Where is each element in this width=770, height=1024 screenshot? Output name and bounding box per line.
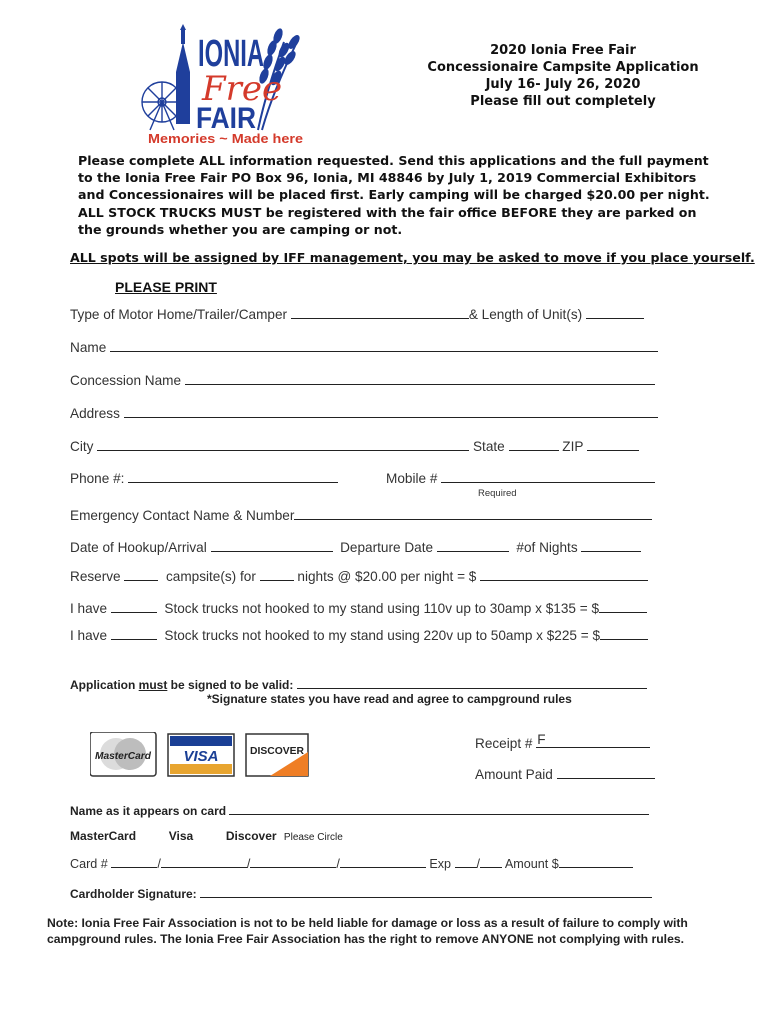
dates-row <box>70 540 641 555</box>
card-logos <box>90 732 310 778</box>
address-field[interactable] <box>124 406 658 418</box>
zip-field[interactable] <box>587 439 639 451</box>
receipt-value: F <box>537 732 546 747</box>
card-number-slash-1: / <box>157 857 161 871</box>
phone-row <box>70 471 338 486</box>
mobile-label: Mobile # <box>386 471 438 486</box>
zip-label: ZIP <box>562 439 584 454</box>
amount-paid-label: Amount Paid <box>475 767 553 782</box>
discover-label: DISCOVER <box>250 746 305 757</box>
name-field[interactable] <box>110 340 658 352</box>
exp-slash: / <box>476 857 481 871</box>
logo-line3: FAIR <box>196 102 257 135</box>
receipt-field[interactable] <box>536 734 650 748</box>
name-on-card-label: Name as it appears on card <box>70 804 227 818</box>
stock-220v-total-field[interactable] <box>600 628 648 640</box>
mobile-required-note: Required <box>478 488 517 499</box>
logo-graphic <box>138 22 308 147</box>
card-type-options <box>70 829 343 843</box>
phone-field[interactable] <box>128 471 338 483</box>
card-logos-graphic <box>90 732 310 778</box>
nights-field[interactable] <box>581 540 641 552</box>
card-number-part4[interactable] <box>340 856 426 868</box>
unit-type-row <box>70 307 644 322</box>
mobile-row <box>386 471 655 486</box>
concession-name-row <box>70 373 655 388</box>
reserve-row <box>70 569 648 584</box>
header-title: 2020 Ionia Free Fair <box>490 43 636 58</box>
city-field[interactable] <box>97 439 469 451</box>
reserve-total-field[interactable] <box>480 569 648 581</box>
state-field[interactable] <box>509 439 559 451</box>
hookup-field[interactable] <box>211 540 333 552</box>
unit-type-label: Type of Motor Home/Trailer/Camper <box>70 307 288 322</box>
logo-tagline: Memories ~ Made here <box>148 131 303 146</box>
exp-label: Exp <box>429 857 452 871</box>
stock-220v-count-field[interactable] <box>111 628 157 640</box>
address-label: Address <box>70 406 120 421</box>
departure-field[interactable] <box>437 540 509 552</box>
receipt-row <box>475 734 650 751</box>
stock-220v-row <box>70 628 648 643</box>
amount-paid-field[interactable] <box>557 767 655 779</box>
name-row <box>70 340 658 355</box>
stock-110v-total-field[interactable] <box>599 601 647 613</box>
logo-line2: Free <box>202 69 283 109</box>
state-label: State <box>472 439 505 454</box>
card-number-slash-2: / <box>246 857 251 871</box>
amount-paid-row <box>475 767 655 782</box>
cardholder-signature-field[interactable] <box>200 886 652 898</box>
cardholder-signature-row <box>70 886 652 901</box>
signature-label-post: be signed to be valid: <box>167 678 294 692</box>
signature-label-must: must <box>138 678 168 692</box>
city-row <box>70 439 639 454</box>
emergency-field[interactable] <box>294 508 652 520</box>
please-circle-note: Please Circle <box>283 832 343 843</box>
option-discover[interactable]: Discover <box>225 829 277 843</box>
cardholder-signature-label: Cardholder Signature: <box>70 887 197 901</box>
reserve-count-field[interactable] <box>124 569 158 581</box>
header-instruction: Please fill out completely <box>470 94 656 109</box>
name-on-card-field[interactable] <box>229 803 649 815</box>
city-label: City <box>70 439 94 454</box>
unit-length-label: & Length of Unit(s) <box>468 307 583 322</box>
stock-220v-label-b: Stock trucks not hooked to my stand using 220v up to 50amp x $225 = $ <box>164 628 601 643</box>
concession-name-field[interactable] <box>185 373 655 385</box>
option-visa[interactable]: Visa <box>168 829 194 843</box>
signature-field[interactable] <box>297 677 647 689</box>
reserve-nights-field[interactable] <box>260 569 294 581</box>
reserve-mid-label: campsite(s) for <box>165 569 256 584</box>
intro-paragraph: Please complete ALL information requested. Send this applications and the full payment to the Ionia Free Fair PO Box 96, Ionia, MI 48846 by July 1, 2019 Commercial Exhibitors and Concessionaires will be placed first. Early camping will be charged $20.00 per night. ALL STOCK TRUCKS MUST be registered with the fair office BEFORE they are parked on the grounds whether you are camping or not. <box>78 153 710 237</box>
exp-year-field[interactable] <box>480 856 502 868</box>
card-number-row <box>70 856 633 871</box>
card-number-part1[interactable] <box>111 856 157 868</box>
emergency-label: Emergency Contact Name & Number <box>70 508 295 523</box>
stock-220v-label-a: I have <box>70 628 108 643</box>
amount-label: Amount $ <box>504 857 559 871</box>
signature-note: *Signature states you have read and agree to campground rules <box>207 692 572 706</box>
ionia-free-fair-logo <box>138 22 308 147</box>
concession-name-label: Concession Name <box>70 373 182 388</box>
emergency-row <box>70 508 652 523</box>
phone-label: Phone #: <box>70 471 125 486</box>
hookup-label: Date of Hookup/Arrival <box>70 540 207 555</box>
mastercard-icon <box>90 732 156 776</box>
amount-field[interactable] <box>559 856 633 868</box>
stock-110v-label-a: I have <box>70 601 108 616</box>
departure-label: Departure Date <box>340 540 434 555</box>
mastercard-label: MasterCard <box>95 751 152 762</box>
unit-length-field[interactable] <box>586 307 644 319</box>
exp-month-field[interactable] <box>455 856 477 868</box>
name-label: Name <box>70 340 107 355</box>
discover-icon <box>246 734 308 776</box>
header-dates: July 16- July 26, 2020 <box>485 77 641 92</box>
header-subtitle: Concessionaire Campsite Application <box>427 60 699 75</box>
card-number-slash-3: / <box>336 857 340 871</box>
please-print-label: PLEASE PRINT <box>115 279 217 295</box>
card-number-label: Card # <box>70 857 108 871</box>
stock-110v-label-b: Stock trucks not hooked to my stand using 110v up to 30amp x $135 = $ <box>164 601 600 616</box>
name-on-card-row <box>70 803 649 818</box>
receipt-label: Receipt # <box>475 736 533 751</box>
reserve-end-label: nights @ $20.00 per night = $ <box>297 569 477 584</box>
signature-row <box>70 677 647 692</box>
card-number-part3[interactable] <box>250 856 336 868</box>
reserve-label: Reserve <box>70 569 121 584</box>
visa-icon <box>168 734 234 776</box>
form-header <box>410 42 716 110</box>
signature-label-pre: Application <box>70 678 139 692</box>
mobile-field[interactable] <box>441 471 655 483</box>
assignment-notice: ALL spots will be assigned by IFF management, you may be asked to move if you place yourself. <box>70 250 755 265</box>
unit-type-field[interactable] <box>291 307 469 319</box>
stock-110v-count-field[interactable] <box>111 601 157 613</box>
address-row <box>70 406 658 421</box>
option-mastercard[interactable]: MasterCard <box>70 829 137 843</box>
visa-label: VISA <box>183 748 219 765</box>
liability-note: Note: Ionia Free Fair Association is not to be held liable for damage or loss as a result of failure to comply with campground rules. The Ionia Free Fair Association has the right to remove ANYONE not complying with rules. <box>47 916 688 946</box>
stock-110v-row <box>70 601 647 616</box>
card-number-part2[interactable] <box>161 856 247 868</box>
logo-line1: IONIA <box>198 33 264 75</box>
tower-icon <box>176 24 190 124</box>
nights-label: #of Nights <box>516 540 578 555</box>
